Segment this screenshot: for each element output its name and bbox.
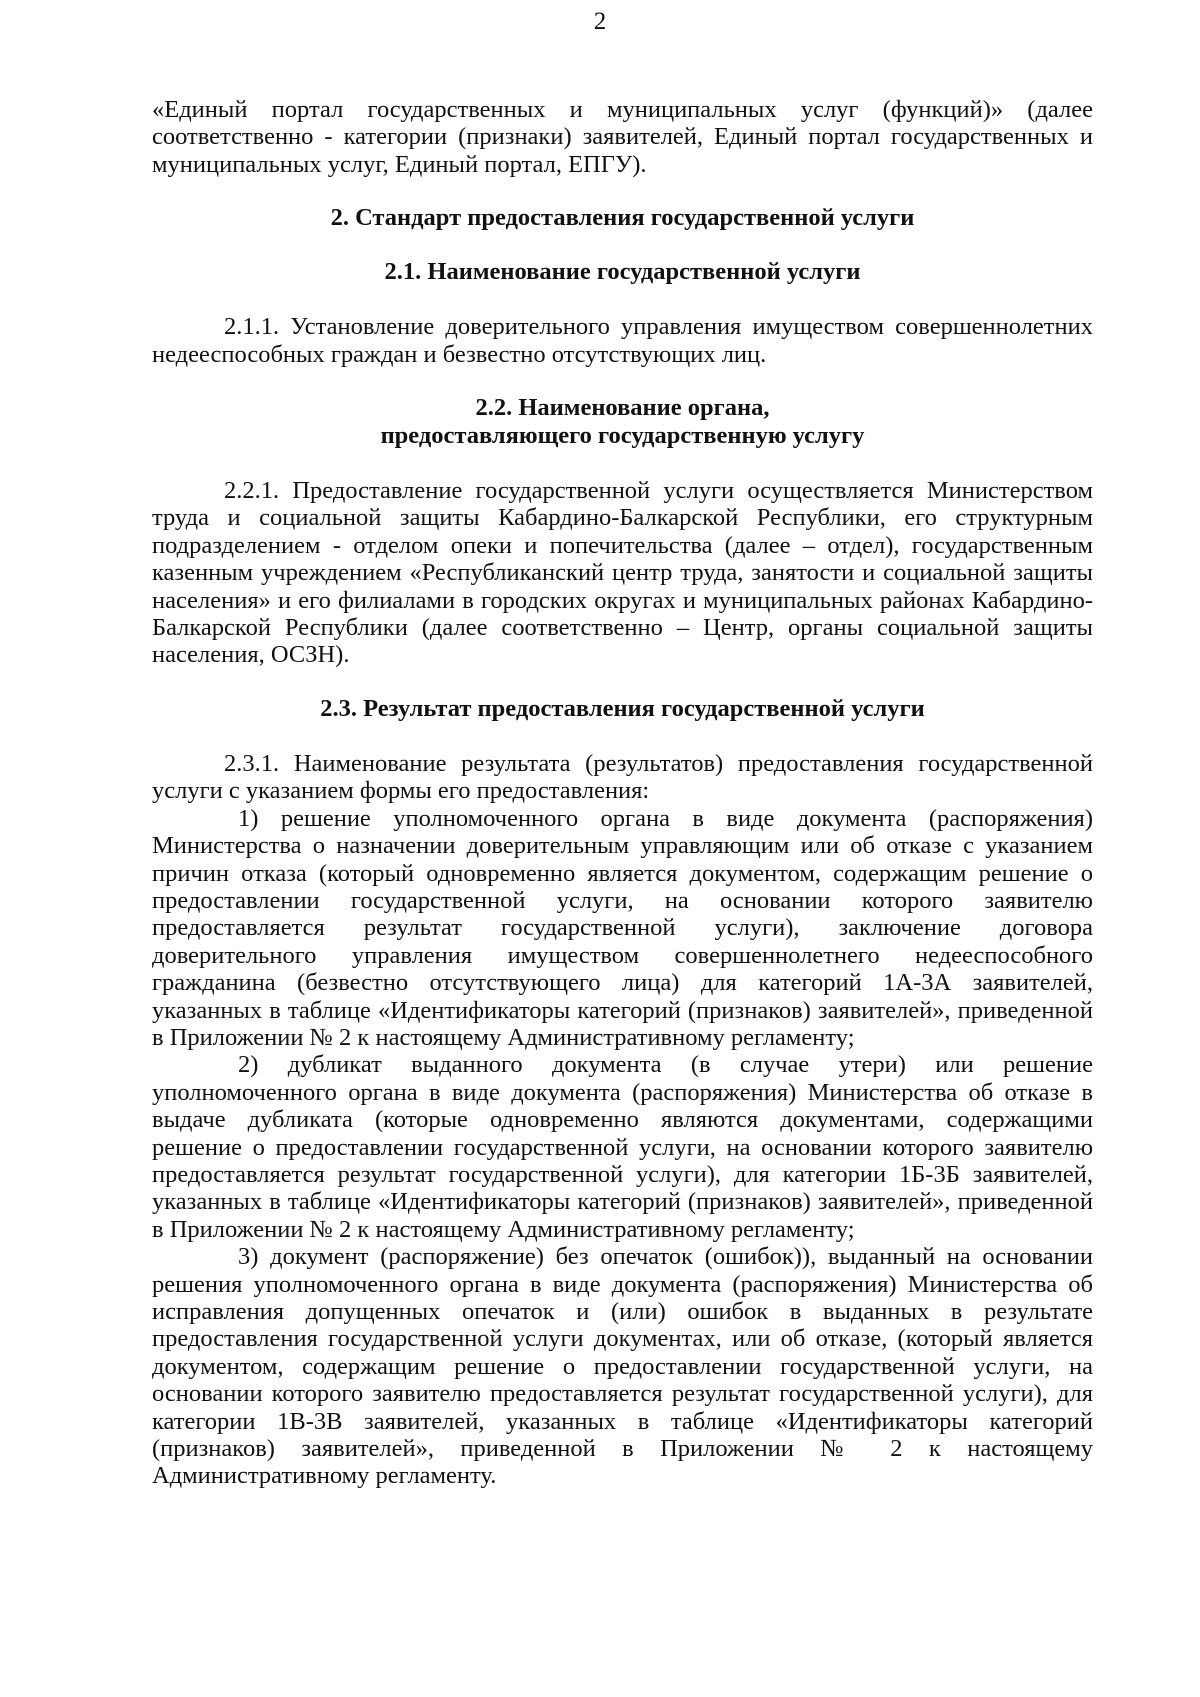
subsection-heading-2-2-line1: 2.2. Наименование органа, (475, 394, 770, 422)
list-item-2: 2) дубликат выданного документа (в случае утери) или решение уполномоченного органа в виде документа (распоряжения) Министерства об отказе в выдаче дубликата (которые одновременно являются документами, содержащими решение о предоставлении государственной услуги, на основании которого заявителю предоставляется результат государственной услуги), для категории 1Б-3Б заявителей, указанных в таблице «Идентификаторы категорий (признаков) заявителей», приведенной в Приложении № 2 к настоящему Административному регламенту; (152, 1051, 1093, 1243)
paragraph-2-3-1: 2.3.1. Наименование результата (результатов) предоставления государственной услуги с указанием формы его предоставления: (152, 749, 1093, 805)
section-heading-2: 2. Стандарт предоставления государственной услуги (330, 204, 915, 232)
page-number: 2 (593, 8, 607, 35)
subsection-heading-2-3: 2.3. Результат предоставления государственной услуги (320, 694, 925, 722)
subsection-heading-2-2-line2: предоставляющего государственную услугу (380, 422, 865, 450)
list-item-3: 3) документ (распоряжение) без опечаток (ошибок)), выданный на основании решения уполномоченного органа в виде документа (распоряжения) Министерства об исправления допущенных опечаток и (или) ошибок в выданных в результате предоставления государственной услуги документах, или об отказе, (который является документом, содержащим решение о предоставлении государственной услуги, на основании которого заявителю предоставляется результат государственной услуги), для категории 1В-3В заявителей, указанных в таблице «Идентификаторы категорий (признаков) заявителей», приведенной в Приложении № 2 к настоящему Административному регламенту. (152, 1243, 1093, 1490)
subsection-heading-2-1: 2.1. Наименование государственной услуги (384, 258, 861, 286)
document-body (152, 96, 1093, 1490)
list-item-1: 1) решение уполномоченного органа в виде документа (распоряжения) Министерства о назначении доверительным управляющим или об отказе с указанием причин отказа (который одновременно является документом, содержащим решение о предоставлении государственной услуги, на основании которого заявителю предоставляется результат государственной услуги), заключение договора доверительного управления имуществом совершеннолетнего недееспособного гражданина (безвестно отсутствующего лица) для категорий 1А-3А заявителей, указанных в таблице «Идентификаторы категорий (признаков) заявителей», приведенной в Приложении № 2 к настоящему Административному регламенту; (152, 804, 1093, 1051)
paragraph-2-1-1: 2.1.1. Установление доверительного управления имуществом совершеннолетних недееспособных граждан и безвестно отсутствующих лиц. (152, 313, 1093, 368)
paragraph-2-2-1: 2.2.1. Предоставление государственной услуги осуществляется Министерством труда и социальной защиты Кабардино-Балкарской Республики, его структурным подразделением - отделом опеки и попечительства (далее – отдел), государственным казенным учреждением «Республиканский центр труда, занятости и социальной защиты населения» и его филиалами в городских округах и муниципальных районах Кабардино-Балкарской Республики (далее соответственно – Центр, органы социальной защиты населения, ОСЗН). (152, 477, 1093, 669)
intro-paragraph: «Единый портал государственных и муниципальных услуг (функций)» (далее соответственно - категории (признаки) заявителей, Единый портал государственных и муниципальных услуг, Единый портал, ЕПГУ). (152, 96, 1093, 178)
